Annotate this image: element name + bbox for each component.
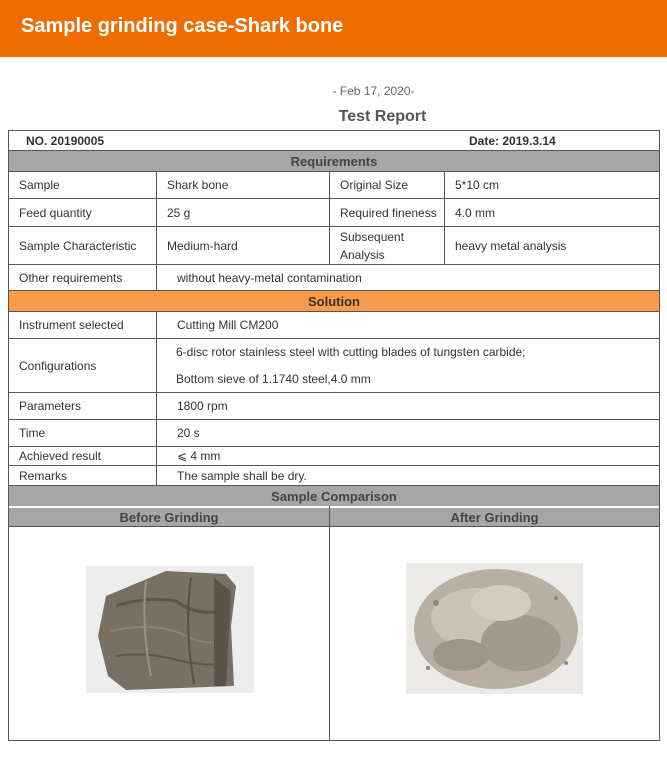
remarks-label: Remarks <box>19 468 68 483</box>
configuration-line-1: 6-disc rotor stainless steel with cutting blades of tungsten carbide; <box>176 345 526 359</box>
sample-label: Sample <box>19 178 60 192</box>
parameters-row <box>9 393 659 420</box>
header-divider <box>0 57 667 58</box>
page-header <box>0 0 667 57</box>
sample-characteristic-label: Sample Characteristic <box>19 238 137 253</box>
parameters-value: 1800 rpm <box>177 399 228 413</box>
other-requirements-value: without heavy-metal contamination <box>177 270 362 285</box>
after-grinding-heading: After Grinding <box>330 507 659 526</box>
instrument-row <box>9 311 659 339</box>
achieved-result-value: ⩽ 4 mm <box>177 449 221 463</box>
configurations-label: Configurations <box>19 358 97 373</box>
before-grinding-heading: Before Grinding <box>9 507 329 526</box>
configuration-line-2: Bottom sieve of 1.1740 steel,4.0 mm <box>176 372 371 386</box>
feed-quantity-label: Feed quantity <box>19 205 92 220</box>
remarks-row <box>9 466 659 486</box>
required-fineness-label: Required fineness <box>340 205 437 220</box>
other-requirements-label: Other requirements <box>19 270 123 285</box>
time-label: Time <box>19 426 46 440</box>
report-date: Date: 2019.3.14 <box>469 133 556 148</box>
report-number-row <box>9 131 659 151</box>
comparison-rule <box>9 526 659 527</box>
instrument-value: Cutting Mill CM200 <box>177 318 279 332</box>
shark-bone-piece-icon <box>86 566 254 693</box>
required-fineness-value: 4.0 mm <box>455 205 496 220</box>
feed-quantity-value: 25 g <box>167 205 191 220</box>
subsequent-analysis-label: Subsequent Analysis <box>340 229 405 262</box>
remarks-value: The sample shall be dry. <box>177 468 307 483</box>
other-requirements-row <box>9 265 659 291</box>
subsequent-analysis-value: heavy metal analysis <box>455 238 567 253</box>
original-size-value: 5*10 cm <box>455 178 500 192</box>
solution-heading: Solution <box>9 291 659 311</box>
before-grinding-image <box>86 566 254 693</box>
configurations-row <box>9 339 659 393</box>
original-size-label: Original Size <box>340 178 409 192</box>
report-number: NO. 20190005 <box>26 133 105 148</box>
comparison-divider <box>329 506 330 740</box>
time-value: 20 s <box>177 426 200 440</box>
requirements-row <box>9 199 659 227</box>
parameters-label: Parameters <box>19 399 82 413</box>
instrument-label: Instrument selected <box>19 318 124 332</box>
achieved-result-row <box>9 447 659 466</box>
after-grinding-image <box>406 563 583 694</box>
requirements-row <box>9 227 659 265</box>
test-report-table <box>8 130 660 741</box>
requirements-heading: Requirements <box>9 151 659 171</box>
sample-comparison-heading: Sample Comparison <box>9 486 659 506</box>
post-date: - Feb 17, 2020- <box>332 84 415 98</box>
ground-powder-icon <box>406 563 583 694</box>
sample-characteristic-value: Medium-hard <box>167 238 238 253</box>
report-title: Test Report <box>338 108 427 125</box>
time-row <box>9 420 659 447</box>
page-title: Sample grinding case-Shark bone <box>21 15 344 37</box>
achieved-result-label: Achieved result <box>19 449 102 463</box>
sample-value: Shark bone <box>167 178 229 192</box>
requirements-row <box>9 171 659 199</box>
